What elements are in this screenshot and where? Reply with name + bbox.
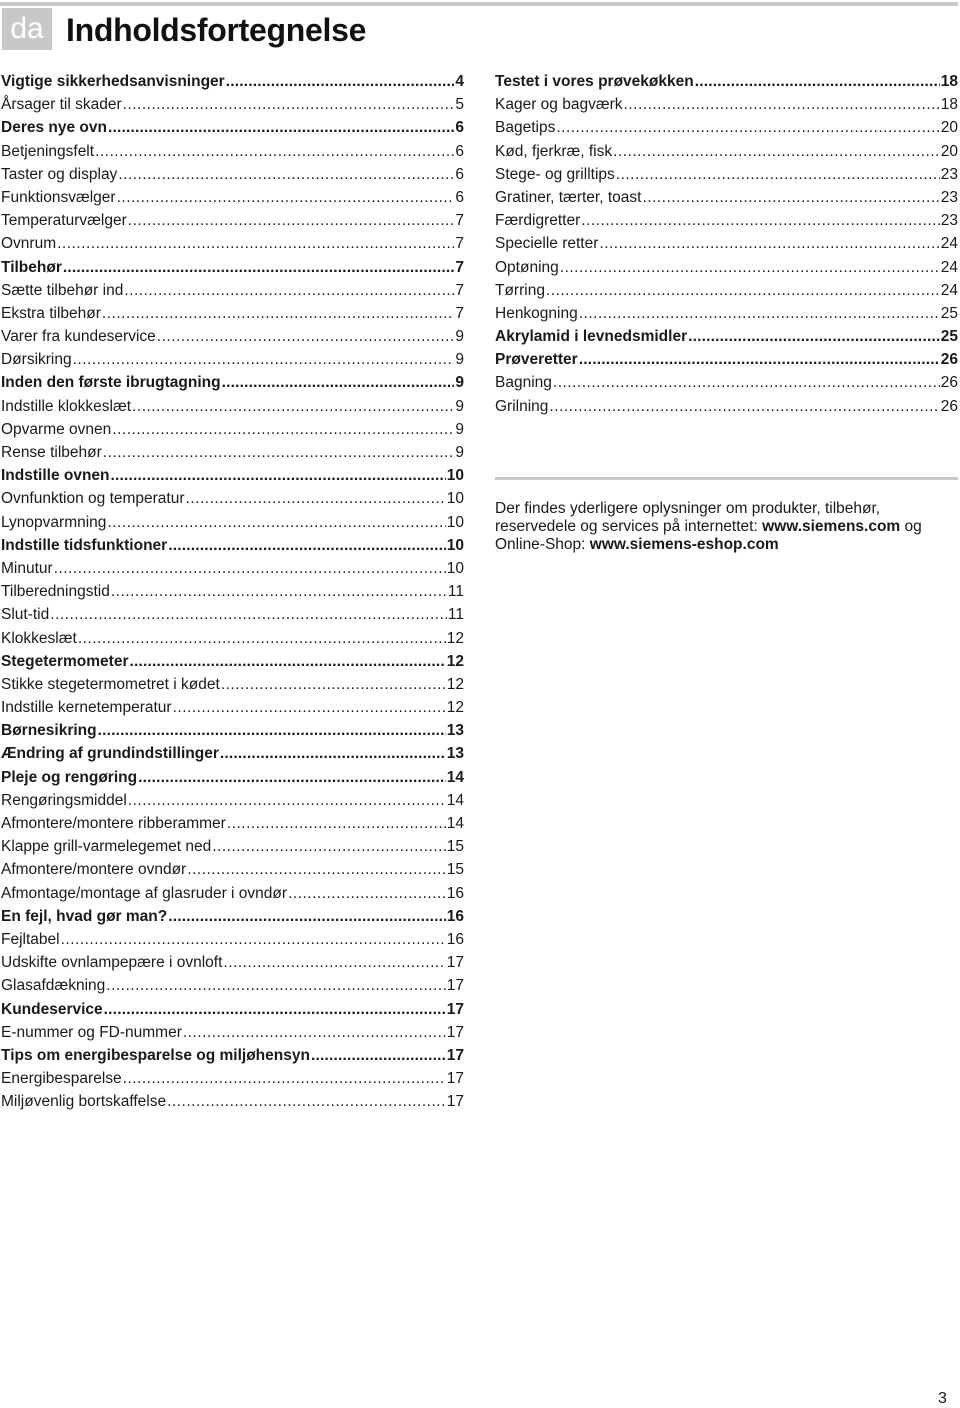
toc-subsection-entry[interactable] (1, 279, 464, 302)
page-number: 3 (938, 1390, 947, 1407)
toc-subsection-entry[interactable] (1, 186, 464, 209)
toc-entry-label: Årsager til skader (1, 96, 122, 114)
toc-leader-dots (311, 1044, 446, 1067)
toc-leader-dots (130, 650, 446, 673)
toc-entry-label: Henkogning (495, 304, 578, 322)
toc-subsection-entry[interactable] (1, 580, 464, 603)
toc-entry-page: 16 (446, 907, 464, 925)
toc-section-entry[interactable] (495, 348, 958, 371)
toc-entry-page: 15 (446, 861, 464, 879)
toc-entry-label: Kød, fjerkræ, fisk (495, 142, 613, 160)
toc-entry-label: Klappe grill-varmelegemet ned (1, 838, 212, 856)
toc-subsection-entry[interactable] (1, 93, 464, 116)
toc-subsection-entry[interactable] (1, 418, 464, 441)
siemens-website-link[interactable]: www.siemens.com (762, 518, 901, 535)
toc-entry-page: 7 (455, 281, 464, 299)
toc-entry-page: 5 (455, 96, 464, 114)
toc-entry-page: 6 (455, 165, 464, 183)
toc-entry-page: 12 (446, 629, 464, 647)
toc-entry-label: Ændring af grundindstillinger (1, 745, 219, 763)
toc-leader-dots (103, 441, 455, 464)
toc-leader-dots (63, 256, 455, 279)
toc-entry-label: Glasafdækning (1, 977, 106, 995)
toc-entry-page: 26 (940, 374, 958, 392)
toc-entry-page: 17 (446, 954, 464, 972)
toc-leader-dots (186, 487, 446, 510)
toc-entry-label: Gratiner, tærter, toast (495, 188, 642, 206)
toc-entry-label: Afmontage/montage af glasruder i ovndør (1, 884, 288, 902)
toc-subsection-entry[interactable] (1, 511, 464, 534)
toc-section-entry[interactable] (1, 534, 464, 557)
toc-entry-page: 13 (446, 722, 464, 740)
toc-entry-label: Funktionsvælger (1, 188, 116, 206)
toc-subsection-entry[interactable] (495, 256, 958, 279)
toc-leader-dots (222, 371, 455, 394)
toc-leader-dots (187, 858, 446, 881)
toc-subsection-entry[interactable] (1, 928, 464, 951)
toc-leader-dots (695, 70, 940, 93)
info-text-middle: og Online-Shop: (495, 518, 922, 553)
toc-subsection-entry[interactable] (495, 209, 958, 232)
toc-leader-dots (616, 163, 940, 186)
toc-entry-label: Bagetips (495, 119, 556, 137)
toc-entry-label: Miljøvenlig bortskaffelse (1, 1093, 167, 1111)
toc-entry-label: Inden den første ibrugtagning (1, 374, 221, 392)
toc-subsection-entry[interactable] (1, 951, 464, 974)
toc-entry-label: Ekstra tilbehør (1, 304, 101, 322)
toc-entry-label: Rengøringsmiddel (1, 791, 127, 809)
toc-entry-label: Slut-tid (1, 606, 50, 624)
page-title: Indholdsfortegnelse (66, 12, 367, 48)
toc-subsection-entry[interactable] (495, 302, 958, 325)
toc-entry-page: 16 (446, 884, 464, 902)
toc-entry-page: 12 (446, 675, 464, 693)
toc-entry-page: 9 (455, 397, 464, 415)
toc-leader-dots (553, 371, 940, 394)
toc-subsection-entry[interactable] (1, 140, 464, 163)
toc-subsection-entry[interactable] (1, 789, 464, 812)
toc-subsection-entry[interactable] (1, 348, 464, 371)
toc-subsection-entry[interactable] (1, 627, 464, 650)
toc-leader-dots (599, 232, 939, 255)
toc-subsection-entry[interactable] (1, 302, 464, 325)
toc-entry-label: Tørring (495, 281, 545, 299)
toc-leader-dots (226, 70, 455, 93)
toc-entry-label: Indstille kernetemperatur (1, 699, 172, 717)
toc-leader-dots (95, 140, 454, 163)
toc-subsection-entry[interactable] (1, 557, 464, 580)
toc-leader-dots (221, 673, 446, 696)
toc-subsection-entry[interactable] (1, 858, 464, 881)
toc-subsection-entry[interactable] (1, 395, 464, 418)
toc-entry-page: 7 (455, 304, 464, 322)
header-rule (0, 2, 958, 6)
toc-section-entry[interactable] (1, 766, 464, 789)
toc-entry-page: 14 (446, 791, 464, 809)
toc-leader-dots (138, 766, 446, 789)
toc-leader-dots (157, 325, 455, 348)
toc-leader-dots (104, 998, 446, 1021)
toc-entry-label: Ovnrum (1, 235, 57, 253)
toc-subsection-entry[interactable] (495, 371, 958, 394)
toc-entry-label: Dørsikring (1, 351, 72, 369)
toc-entry-page: 4 (455, 73, 464, 90)
toc-section-entry[interactable] (1, 116, 464, 139)
toc-entry-label: Temperaturvælger (1, 212, 127, 230)
toc-entry-page: 17 (446, 977, 464, 995)
toc-leader-dots (111, 580, 447, 603)
toc-entry-page: 17 (446, 1046, 464, 1064)
language-badge: da (2, 8, 52, 50)
toc-leader-dots (579, 348, 940, 371)
toc-entry-label: Ovnfunktion og temperatur (1, 490, 185, 508)
toc-entry-label: Akrylamid i levnedsmidler (495, 328, 688, 346)
toc-entry-page: 17 (446, 1000, 464, 1018)
toc-entry-page: 12 (446, 699, 464, 717)
toc-leader-dots (167, 1090, 446, 1113)
toc-subsection-entry[interactable] (1, 163, 464, 186)
toc-section-entry[interactable] (1, 719, 464, 742)
toc-entry-page: 10 (446, 490, 464, 508)
toc-leader-dots (107, 511, 445, 534)
toc-leader-dots (642, 186, 939, 209)
toc-section-entry[interactable] (495, 325, 958, 348)
toc-subsection-entry[interactable] (1, 696, 464, 719)
toc-entry-page: 7 (455, 258, 464, 276)
toc-leader-dots (212, 835, 446, 858)
toc-section-entry[interactable] (1, 256, 464, 279)
toc-entry-page: 26 (940, 397, 958, 415)
toc-leader-dots (50, 603, 447, 626)
toc-leader-dots (168, 534, 446, 557)
toc-entry-page: 6 (455, 119, 464, 137)
toc-subsection-entry[interactable] (1, 673, 464, 696)
toc-section-entry[interactable] (495, 70, 958, 93)
toc-entry-page: 7 (455, 212, 464, 230)
toc-leader-dots (57, 232, 454, 255)
toc-entry-label: Afmontere/montere ribberammer (1, 815, 226, 832)
toc-entry-label: Indstille ovnen (1, 467, 110, 485)
info-note (495, 500, 958, 554)
toc-entry-page: 7 (455, 235, 464, 253)
toc-leader-dots (556, 116, 939, 139)
toc-subsection-entry[interactable] (1, 209, 464, 232)
toc-section-entry[interactable] (1, 742, 464, 765)
toc-entry-page: 11 (447, 583, 464, 601)
toc-entry-page: 9 (455, 351, 464, 369)
toc-entry-label: Varer fra kundeservice (1, 328, 156, 346)
toc-leader-dots (117, 186, 455, 209)
toc-subsection-entry[interactable] (1, 603, 464, 626)
toc-entry-label: Energibesparelse (1, 1070, 122, 1088)
toc-entry-label: Lynopvarmning (1, 513, 107, 531)
toc-subsection-entry[interactable] (495, 116, 958, 139)
toc-section-entry[interactable] (1, 464, 464, 487)
toc-subsection-entry[interactable] (495, 395, 958, 418)
toc-leader-dots (560, 256, 940, 279)
toc-entry-label: Tilbehør (1, 258, 62, 276)
toc-subsection-entry[interactable] (495, 93, 958, 116)
toc-entry-label: Deres nye ovn (1, 119, 107, 137)
toc-entry-label: Færdigretter (495, 212, 581, 230)
info-text-before: Der findes yderligere oplysninger om produkter, tilbehør, reservedele og services på internettet: (495, 500, 881, 535)
toc-entry-label: Pleje og rengøring (1, 768, 138, 786)
toc-entry-page: 6 (455, 142, 464, 160)
toc-entry-label: Specielle retter (495, 235, 599, 253)
toc-entry-label: Rense tilbehør (1, 444, 102, 461)
toc-subsection-entry[interactable] (1, 812, 464, 835)
toc-subsection-entry[interactable] (1, 1067, 464, 1090)
toc-leader-dots (549, 395, 939, 418)
toc-entry-page: 23 (940, 212, 958, 230)
toc-subsection-entry[interactable] (1, 325, 464, 348)
toc-entry-page: 20 (940, 119, 958, 137)
toc-entry-label: Bagning (495, 374, 552, 392)
toc-entry-label: Klokkeslæt (1, 629, 77, 647)
toc-right-column (495, 70, 958, 418)
toc-entry-page: 9 (455, 328, 464, 346)
toc-leader-dots (581, 209, 939, 232)
toc-entry-label: Vigtige sikkerhedsanvisninger (1, 73, 225, 90)
toc-leader-dots (118, 163, 454, 186)
toc-entry-label: Taster og display (1, 165, 118, 183)
toc-entry-page: 12 (446, 652, 464, 670)
toc-entry-label: Testet i vores prøvekøkken (495, 73, 694, 90)
toc-entry-page: 9 (455, 420, 464, 438)
toc-entry-page: 9 (455, 444, 464, 461)
toc-entry-label: Stege- og grilltips (495, 165, 615, 183)
toc-leader-dots (220, 742, 446, 765)
toc-subsection-entry[interactable] (1, 1090, 464, 1113)
toc-subsection-entry[interactable] (1, 835, 464, 858)
toc-leader-dots (123, 1067, 446, 1090)
toc-subsection-entry[interactable] (495, 186, 958, 209)
toc-entry-label: Tilberedningstid (1, 583, 110, 601)
toc-entry-page: 17 (446, 1093, 464, 1111)
toc-entry-page: 16 (446, 930, 464, 948)
toc-entry-page: 10 (446, 513, 464, 531)
siemens-eshop-link[interactable]: www.siemens-eshop.com (589, 536, 779, 553)
toc-entry-label: Afmontere/montere ovndør (1, 861, 187, 879)
toc-subsection-entry[interactable] (495, 232, 958, 255)
toc-entry-label: E-nummer og FD-nummer (1, 1023, 182, 1041)
toc-entry-label: Betjeningsfelt (1, 142, 95, 160)
toc-entry-page: 25 (940, 328, 958, 346)
toc-leader-dots (102, 302, 454, 325)
toc-entry-page: 24 (940, 235, 958, 253)
toc-left-column (1, 70, 464, 1113)
toc-entry-page: 14 (446, 815, 464, 832)
toc-entry-page: 24 (940, 258, 958, 276)
toc-entry-page: 23 (940, 188, 958, 206)
toc-entry-page: 23 (940, 165, 958, 183)
toc-entry-label: En fejl, hvad gør man? (1, 907, 168, 925)
toc-entry-page: 17 (446, 1023, 464, 1041)
toc-section-entry[interactable] (1, 998, 464, 1021)
toc-leader-dots (128, 209, 455, 232)
toc-entry-page: 15 (446, 838, 464, 856)
toc-entry-label: Kundeservice (1, 1000, 103, 1018)
toc-entry-label: Grilning (495, 397, 549, 415)
toc-leader-dots (54, 557, 446, 580)
toc-entry-page: 18 (940, 96, 958, 114)
toc-subsection-entry[interactable] (495, 279, 958, 302)
toc-entry-page: 18 (940, 73, 958, 90)
toc-entry-label: Sætte tilbehør ind (1, 281, 124, 299)
toc-entry-label: Børnesikring (1, 722, 97, 740)
toc-subsection-entry[interactable] (1, 232, 464, 255)
toc-leader-dots (106, 974, 445, 997)
toc-entry-page: 6 (455, 188, 464, 206)
toc-leader-dots (688, 325, 940, 348)
toc-leader-dots (132, 395, 454, 418)
toc-leader-dots (183, 1021, 446, 1044)
toc-entry-label: Kager og bagværk (495, 96, 623, 114)
toc-leader-dots (223, 951, 445, 974)
toc-entry-page: 24 (940, 281, 958, 299)
toc-leader-dots (111, 464, 446, 487)
toc-leader-dots (108, 116, 454, 139)
toc-entry-page: 20 (940, 142, 958, 160)
toc-entry-label: Optøning (495, 258, 559, 276)
toc-subsection-entry[interactable] (495, 140, 958, 163)
toc-entry-label: Udskifte ovnlampepære i ovnloft (1, 954, 223, 972)
toc-section-entry[interactable] (1, 1044, 464, 1067)
toc-leader-dots (546, 279, 940, 302)
toc-entry-label: Minutur (1, 559, 53, 577)
toc-subsection-entry[interactable] (1, 974, 464, 997)
toc-entry-page: 17 (446, 1070, 464, 1088)
toc-leader-dots (73, 348, 455, 371)
toc-leader-dots (579, 302, 940, 325)
toc-entry-label: Indstille tidsfunktioner (1, 536, 168, 554)
toc-subsection-entry[interactable] (495, 163, 958, 186)
toc-entry-page: 26 (940, 351, 958, 369)
toc-entry-page: 25 (940, 304, 958, 322)
toc-entry-page: 10 (446, 559, 464, 577)
toc-leader-dots (78, 627, 446, 650)
toc-entry-label: Stegetermometer (1, 652, 129, 670)
toc-leader-dots (227, 812, 446, 835)
toc-leader-dots (128, 789, 446, 812)
toc-entry-label: Tips om energibesparelse og miljøhensyn (1, 1046, 310, 1064)
toc-leader-dots (98, 719, 446, 742)
toc-entry-label: Prøveretter (495, 351, 578, 369)
toc-subsection-entry[interactable] (1, 882, 464, 905)
toc-entry-label: Fejltabel (1, 930, 60, 948)
toc-leader-dots (624, 93, 940, 116)
toc-entry-label: Opvarme ovnen (1, 420, 112, 438)
toc-entry-label: Stikke stegetermometret i kødet (1, 675, 220, 693)
toc-leader-dots (173, 696, 446, 719)
info-divider (495, 477, 958, 480)
toc-leader-dots (168, 905, 446, 928)
toc-section-entry[interactable] (1, 905, 464, 928)
toc-leader-dots (124, 279, 454, 302)
toc-leader-dots (123, 93, 455, 116)
toc-entry-page: 14 (446, 768, 464, 786)
toc-entry-label: Indstille klokkeslæt (1, 397, 132, 415)
toc-section-entry[interactable] (1, 650, 464, 673)
toc-subsection-entry[interactable] (1, 487, 464, 510)
toc-section-entry[interactable] (1, 70, 464, 93)
toc-entry-page: 10 (446, 467, 464, 485)
toc-leader-dots (613, 140, 940, 163)
toc-leader-dots (112, 418, 454, 441)
toc-entry-page: 13 (446, 745, 464, 763)
toc-section-entry[interactable] (1, 371, 464, 394)
toc-entry-page: 9 (455, 374, 464, 392)
toc-leader-dots (288, 882, 446, 905)
toc-subsection-entry[interactable] (1, 1021, 464, 1044)
toc-entry-page: 10 (446, 536, 464, 554)
toc-entry-page: 11 (447, 606, 464, 624)
toc-subsection-entry[interactable] (1, 441, 464, 464)
toc-leader-dots (61, 928, 446, 951)
